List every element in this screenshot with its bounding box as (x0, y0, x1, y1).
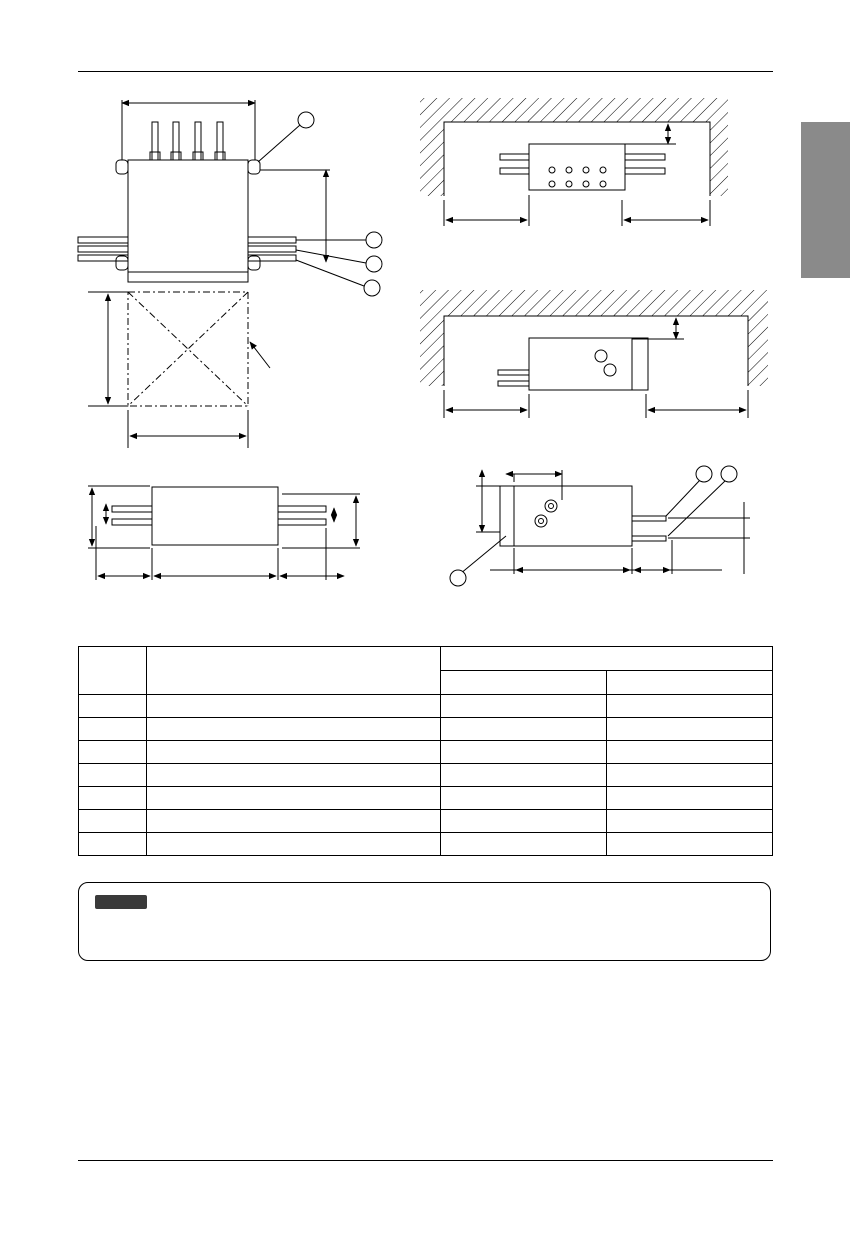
table-cell (79, 833, 147, 856)
table-cell (79, 764, 147, 787)
table-row (79, 810, 773, 833)
table-row (79, 718, 773, 741)
spec-table (78, 646, 773, 856)
header-cell (441, 671, 607, 695)
table-cell (441, 787, 607, 810)
top-view-callouts (298, 112, 382, 296)
table-cell (607, 764, 773, 787)
header-cell (79, 647, 147, 695)
table-cell (441, 695, 607, 718)
table-cell (79, 718, 147, 741)
front-clearance-drawing (420, 98, 728, 226)
header-cell (607, 671, 773, 695)
table-cell (146, 741, 441, 764)
header-cell (146, 647, 441, 695)
table-cell (441, 764, 607, 787)
footer-rule (78, 1160, 773, 1161)
table-row (79, 764, 773, 787)
front-dimension-drawing (88, 486, 360, 580)
table-cell (607, 741, 773, 764)
table-cell (79, 695, 147, 718)
table-cell (146, 764, 441, 787)
table-cell (607, 833, 773, 856)
table-cell (79, 810, 147, 833)
table-cell (441, 833, 607, 856)
table-cell (607, 695, 773, 718)
top-view-drawing (78, 100, 366, 448)
table-cell (146, 810, 441, 833)
table-cell (441, 718, 607, 741)
note-label-tag (95, 895, 147, 909)
table-header-row (79, 647, 773, 671)
table-row (79, 741, 773, 764)
table-row (79, 833, 773, 856)
table-cell (441, 810, 607, 833)
table-cell (441, 741, 607, 764)
table-cell (607, 787, 773, 810)
table-row (79, 787, 773, 810)
table-cell (146, 787, 441, 810)
table-cell (607, 810, 773, 833)
table-cell (146, 695, 441, 718)
header-cell (441, 647, 773, 671)
table-cell (146, 718, 441, 741)
table-row (79, 695, 773, 718)
side-dimension-callouts (450, 466, 737, 586)
side-clearance-drawing (420, 290, 768, 418)
note-box (78, 882, 771, 961)
table-cell (146, 833, 441, 856)
table-cell (79, 787, 147, 810)
table-cell (79, 741, 147, 764)
side-dimension-drawing (460, 470, 750, 574)
table-cell (607, 718, 773, 741)
